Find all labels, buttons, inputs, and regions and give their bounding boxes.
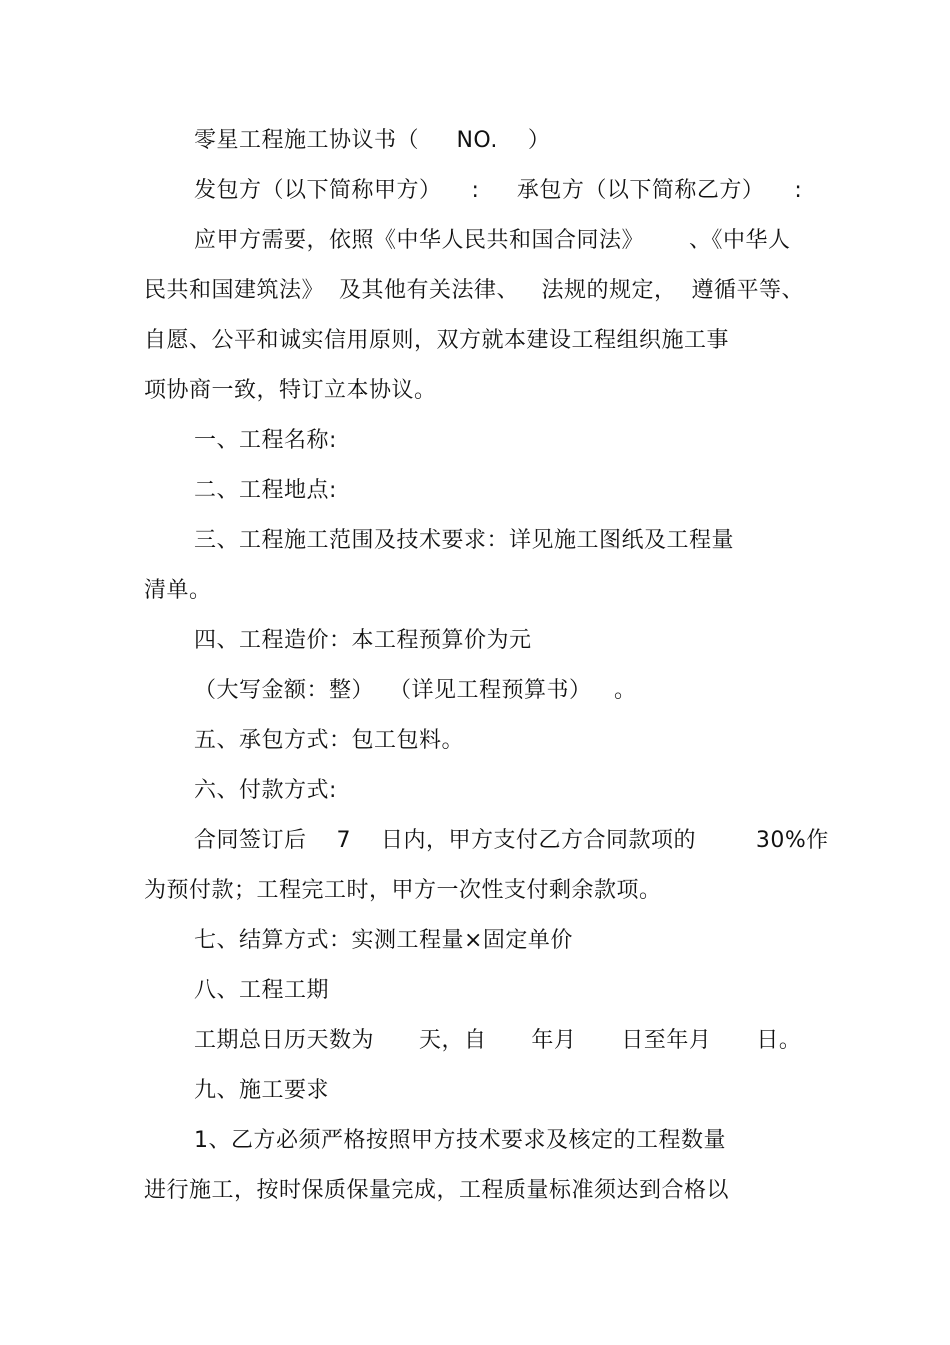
payment-terms-line-1: 合同签订后 7 日内，甲方支付乙方合同款项的 30%作 <box>194 828 829 853</box>
agreement-title: 零星工程施工协议书（ NO. ） <box>194 128 551 153</box>
section-requirements: 九、施工要求 <box>194 1078 330 1103</box>
section-scope-continued: 清单。 <box>144 578 212 603</box>
section-cost-amount: （大写金额：整） （详见工程预算书） 。 <box>194 678 637 703</box>
section-project-location: 二、工程地点: <box>194 478 337 503</box>
section-contract-mode: 五、承包方式：包工包料。 <box>194 728 465 753</box>
preamble-line-1: 应甲方需要，依照《中华人民共和国合同法》 、《中华人 <box>194 228 791 253</box>
section-project-name: 一、工程名称: <box>194 428 337 453</box>
section-cost: 四、工程造价：本工程预算价为元 <box>194 628 532 653</box>
preamble-line-2: 民共和国建筑法》 及其他有关法律、 法规的规定， 遵循平等、 <box>144 278 804 303</box>
preamble-line-3: 自愿、公平和诚实信用原则，双方就本建设工程组织施工事 <box>144 328 730 353</box>
requirement-1-line-2: 进行施工，按时保质保量完成，工程质量标准须达到合格以 <box>144 1178 730 1203</box>
parties-line: 发包方（以下简称甲方） : 承包方（以下简称乙方） : <box>194 178 803 203</box>
section-schedule: 八、工程工期 <box>194 978 330 1003</box>
payment-terms-line-2: 为预付款；工程完工时，甲方一次性支付剩余款项。 <box>144 878 662 903</box>
requirement-1-line-1: 1、乙方必须严格按照甲方技术要求及核定的工程数量 <box>194 1128 726 1153</box>
section-settlement: 七、结算方式：实测工程量×固定单价 <box>194 928 573 953</box>
schedule-duration: 工期总日历天数为 天，自 年月 日至年月 日。 <box>194 1028 802 1053</box>
section-scope: 三、工程施工范围及技术要求：详见施工图纸及工程量 <box>194 528 735 553</box>
preamble-line-4: 项协商一致，特订立本协议。 <box>144 378 437 403</box>
section-payment: 六、付款方式: <box>194 778 337 803</box>
